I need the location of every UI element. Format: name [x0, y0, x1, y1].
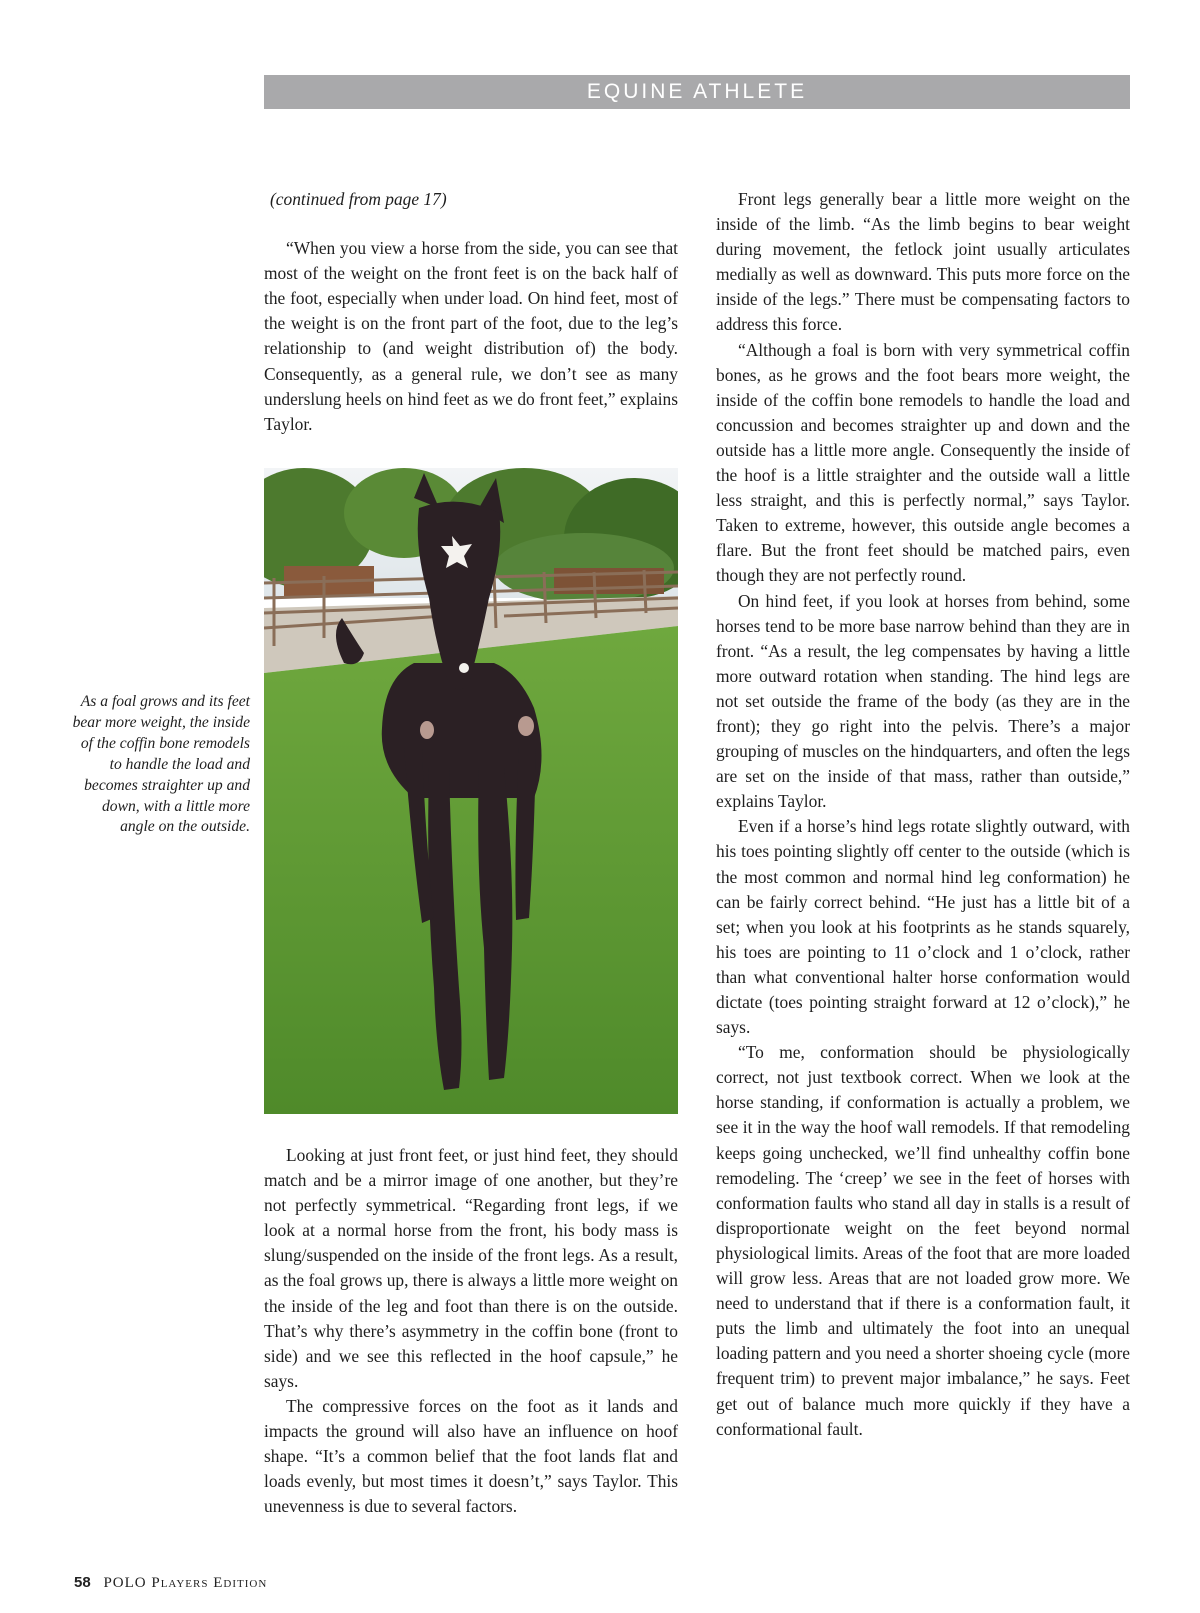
article-paragraph: “When you view a horse from the side, you can see that most of the weight on the front feet is on the back half of the foot, especially when under load. On hind feet, most of the weight is on the front part of the foot, due to the leg’s relationship to (and weight distribution of) the body. Consequently, as a general rule, we don’t see as many underslung heels on hind feet as we do front feet,” explains Taylor. [264, 238, 678, 434]
foal-photo [264, 468, 678, 1114]
article-paragraph: Looking at just front feet, or just hind feet, they should match and be a mirror image of one another, but they’re not perfectly symmetrical. “Regarding front legs, if we look at a normal horse from the front, his body mass is slung/suspended on the inside of the front legs. As a result, as the foal grows up, there is always a little more weight on the inside of the leg and foot than there is on the outside. That’s why there’s asymmetry in the coffin bone (front to side) and we see this reflected in the hoof capsule,” he says. [264, 1145, 678, 1391]
photo-caption: As a foal grows and its feet bear more weight, the inside of the coffin bone remodels to handle the load and becomes straighter up and down, with a little more angle on the outside. [72, 693, 250, 836]
article-paragraph: On hind feet, if you look at horses from behind, some horses tend to be more base narrow behind than they are in front. “As a result, the leg compensates by having a little more outward rotation when standing. The hind legs are not set outside the frame of the body (as they are in the front); they go right into the pelvis. There’s a major grouping of muscles on the hindquarters, and often the legs are set on the inside of that mass, rather than outside,” explains Taylor. [716, 590, 1130, 812]
article-column-left-top [264, 187, 678, 437]
article-column-right [716, 187, 1130, 1442]
article-paragraph: The compressive forces on the foot as it lands and impacts the ground will also have an influence on hoof shape. “It’s a common belief that the foot lands flat and loads evenly, but most times it doesn’t,” says Taylor. This unevenness is due to several factors. [264, 1395, 678, 1517]
page-number: 58 [74, 1574, 91, 1591]
article-paragraph: “To me, conformation should be physiologically correct, not just textbook correct. When we look at the horse standing, if conformation is actually a problem, we see it in the way the hoof wall remodels. If that remodeling keeps going unchecked, we’ll find unhealthy coffin bone remodeling. The ‘creep’ we see in the feet of horses with conformation faults who stand all day in stalls is a result of disproportionate weight on the feet beyond normal physiological limits. Areas of the foot that are more loaded will grow less. Areas that are not loaded grow more. We need to understand that if there is a conformation fault, it puts the limb and ultimately the foot into an unequal loading pattern and you need a shorter shoeing cycle (more frequent trim) to prevent major imbalance,” he says. Feet get out of balance much more quickly if they have a conformational fault. [716, 1042, 1130, 1439]
article-paragraph: “Although a foal is born with very symmetrical coffin bones, as he grows and the foot bears more weight, the inside of the coffin bone remodels to handle the load and concussion and becomes straighter up and down and the outside has a little more angle. Consequently the inside of the hoof is a little straighter and the outside wall a little less straight, and this is perfectly normal,” says Taylor. Taken to extreme, however, this outside angle becomes a flare. But the front feet should be matched pairs, even though they are not perfectly round. [716, 339, 1130, 586]
article-paragraph: Front legs generally bear a little more weight on the inside of the limb. “As the limb begins to bear weight during movement, the fetlock joint usually articulates medially as well as downward. This puts more force on the inside of the legs.” There must be compensating factors to address this force. [716, 189, 1130, 335]
continued-note: (continued from page 17) [270, 189, 447, 209]
page-footer [74, 1574, 267, 1592]
section-header: EQUINE ATHLETE [264, 75, 1130, 109]
publication-name: POLO Players Edition [103, 1575, 268, 1591]
article-column-left-bottom [264, 1143, 678, 1519]
article-paragraph: Even if a horse’s hind legs rotate slightly outward, with his toes pointing slightly off center to the outside (which is the most common and normal hind leg conformation) he can be fairly correct behind. “He just has a little bit of a set; when you look at his footprints as he stands squarely, his toes are pointing to 11 o’clock and 1 o’clock, rather than what conventional halter horse conformation would dictate (toes pointing straight forward at 12 o’clock),” he says. [716, 816, 1130, 1038]
foal-muzzle-snip [459, 663, 469, 673]
